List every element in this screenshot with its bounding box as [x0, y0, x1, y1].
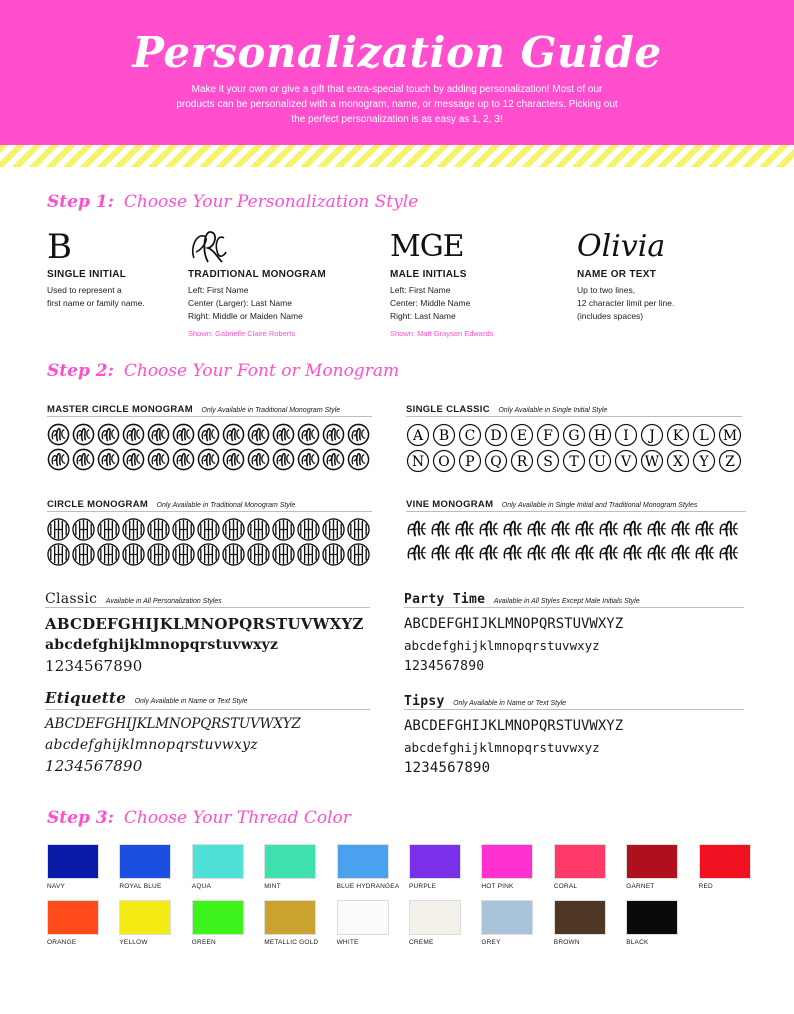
letter-circle-o: [432, 449, 456, 473]
desc-line: Left: First Name: [188, 285, 249, 295]
monogram-sample-row: [47, 423, 372, 446]
monogram-glyph-icon: [322, 448, 345, 471]
font-etiquette: [45, 689, 370, 777]
thread-swatch[interactable]: [264, 900, 319, 946]
swatch-label: BLUE HYDRANGEA: [336, 883, 400, 890]
monogram-glyph-icon: [147, 518, 170, 541]
letter-glyph: G: [568, 428, 580, 444]
letter-glyph: K: [672, 428, 684, 444]
swatch-label: CREME: [409, 939, 434, 946]
monogram-glyph-icon: [478, 518, 500, 540]
header-banner: [0, 0, 794, 145]
monogram-glyph-icon: [147, 423, 170, 446]
monogram-glyph-icon: [550, 542, 572, 564]
monogram-glyph-icon: [526, 542, 548, 564]
monogram-glyph-icon: [222, 543, 245, 566]
swatch-label: MINT: [264, 883, 281, 890]
step2-number: Step 2:: [47, 361, 114, 381]
style-traditional-monogram: [188, 228, 368, 338]
letter-glyph: J: [649, 428, 655, 444]
monogram-glyph-icon: [478, 542, 500, 564]
style-name-or-text: [577, 228, 757, 323]
monogram-glyph-icon: [272, 518, 295, 541]
letter-circle-z: [718, 449, 742, 473]
thread-swatch[interactable]: [409, 900, 461, 946]
style-name: MALE INITIALS: [390, 269, 467, 280]
letter-glyph: X: [673, 454, 683, 470]
monogram-glyph-icon: [47, 423, 70, 446]
monogram-glyph-icon: [670, 518, 692, 540]
style-description: [390, 284, 570, 323]
swatch-label: HOT PINK: [481, 883, 514, 890]
monogram-glyph-icon: [502, 518, 524, 540]
letter-circle-f: [536, 423, 560, 447]
font-header: [47, 399, 372, 417]
monogram-glyph-icon: [622, 518, 644, 540]
digits-sample: 1234567890: [45, 657, 143, 675]
letter-glyph: O: [438, 454, 450, 470]
swatch-label: BROWN: [553, 939, 580, 946]
lowercase-sample: abcdefghijklmnopqrstuvwxyz: [404, 638, 600, 653]
font-circle-monogram: [47, 494, 372, 566]
digits-sample: 1234567890: [45, 757, 143, 775]
font-name: MASTER CIRCLE MONOGRAM: [47, 404, 193, 415]
monogram-glyph-icon: [197, 448, 220, 471]
monogram-glyph-icon: [347, 448, 370, 471]
desc-line: Used to represent a: [47, 285, 122, 295]
step1-heading: [47, 192, 418, 212]
thread-swatch[interactable]: [699, 844, 751, 890]
letter-circle-u: [588, 449, 612, 473]
monogram-sample-row: [406, 542, 746, 564]
swatch-color-chip[interactable]: [409, 844, 461, 879]
monogram-glyph-icon: [97, 448, 120, 471]
letter-glyph: P: [465, 454, 475, 470]
font-name: VINE MONOGRAM: [406, 499, 494, 510]
step1-title: Choose Your Personalization Style: [123, 192, 419, 212]
monogram-glyph-icon: [694, 518, 716, 540]
letter-circle-r: [510, 449, 534, 473]
monogram-glyph-icon: [598, 542, 620, 564]
monogram-glyph-icon: [72, 448, 95, 471]
monogram-glyph-icon: [297, 518, 320, 541]
swatch-label: BLACK: [626, 939, 649, 946]
monogram-glyph-icon: [247, 423, 270, 446]
font-note: Available in All Styles Except Male Initials Style: [493, 598, 640, 605]
style-male-initials: [390, 228, 570, 338]
step1-number: Step 1:: [47, 192, 114, 212]
monogram-glyph-icon: [272, 448, 295, 471]
letter-circle-t: [562, 449, 586, 473]
monogram-glyph-icon: [670, 542, 692, 564]
desc-line: 12 character limit per line.: [577, 298, 675, 308]
swatch-color-chip[interactable]: [264, 844, 316, 879]
letter-circle-b: [432, 423, 456, 447]
letter-circle-h: [588, 423, 612, 447]
lowercase-sample: abcdefghijklmnopqrstuvwxyz: [45, 637, 279, 653]
swatch-label: RED: [698, 883, 713, 890]
monogram-glyph-icon: [147, 543, 170, 566]
letter-circle-k: [666, 423, 690, 447]
letter-circle-v: [614, 449, 638, 473]
monogram-glyph-icon: [406, 542, 428, 564]
monogram-glyph-icon: [47, 448, 70, 471]
thread-swatch[interactable]: [626, 844, 678, 890]
swatch-label: METALLIC GOLD: [264, 939, 319, 946]
swatch-color-chip[interactable]: [481, 844, 533, 879]
uppercase-sample: ABCDEFGHIJKLMNOPQRSTUVWXYZ: [404, 718, 624, 734]
letter-circle-y: [692, 449, 716, 473]
swatch-color-chip[interactable]: [47, 844, 99, 879]
monogram-glyph-icon: [272, 543, 295, 566]
single-initial-sample: B: [47, 227, 72, 267]
letter-glyph: M: [722, 428, 738, 444]
swatch-color-chip[interactable]: [192, 844, 244, 879]
lowercase-sample: abcdefghijklmnopqrstuvwxyz: [404, 740, 600, 755]
font-single-classic: [406, 399, 742, 473]
uppercase-sample: ABCDEFGHIJKLMNOPQRSTUVWXYZ: [45, 716, 301, 732]
letter-glyph: E: [516, 428, 528, 444]
decorative-stripe: [0, 145, 794, 167]
monogram-glyph-icon: [197, 543, 220, 566]
font-header: [406, 399, 742, 417]
monogram-glyph-icon: [297, 543, 320, 566]
letter-glyph: Z: [725, 454, 735, 470]
swatch-color-chip[interactable]: [337, 844, 389, 879]
letter-glyph: V: [620, 454, 632, 470]
font-tipsy: [404, 692, 744, 779]
monogram-glyph-icon: [718, 542, 740, 564]
monogram-glyph-icon: [694, 542, 716, 564]
monogram-glyph-icon: [430, 518, 452, 540]
font-vine-monogram: [406, 494, 746, 564]
font-header: [45, 590, 370, 608]
thread-swatch[interactable]: [192, 900, 244, 946]
letter-glyph: A: [412, 428, 424, 444]
intro-text: Make it your own or give a gift that extra-special touch by adding personalization! Most of our products can be personalized with a monogram, name, or message up to 12 characters. Picking out the perfect personalization is as easy as 1, 2, 3!: [176, 84, 618, 125]
style-description: [577, 284, 757, 323]
shown-example: Shown: Gabrielle Claire Roberts: [188, 329, 296, 338]
monogram-glyph-icon: [122, 448, 145, 471]
monogram-glyph-icon: [406, 518, 428, 540]
swatch-color-chip[interactable]: [47, 900, 99, 935]
letter-circle-s: [536, 449, 560, 473]
monogram-glyph-icon: [122, 423, 145, 446]
letter-circle-c: [458, 423, 482, 447]
swatch-label: GREEN: [191, 939, 216, 946]
swatch-label: WHITE: [336, 939, 359, 946]
font-note: Only Available in Single Initial and Traditional Monogram Styles: [501, 502, 698, 509]
letter-glyph: Y: [699, 454, 709, 470]
swatch-color-chip[interactable]: [409, 900, 461, 935]
monogram-glyph-icon: [272, 423, 295, 446]
letter-circle-g: [562, 423, 586, 447]
desc-line: (includes spaces): [577, 311, 644, 321]
step2-title: Choose Your Font or Monogram: [123, 361, 400, 381]
swatch-color-chip[interactable]: [626, 844, 678, 879]
monogram-glyph-icon: [47, 518, 70, 541]
font-name: Party Time: [404, 592, 486, 607]
thread-swatch[interactable]: [626, 900, 678, 946]
monogram-glyph-icon: [247, 518, 270, 541]
monogram-glyph-icon: [454, 518, 476, 540]
swatch-color-chip[interactable]: [264, 900, 316, 935]
font-header: [404, 692, 744, 710]
monogram-glyph-icon: [454, 542, 476, 564]
digits-sample: 1234567890: [404, 760, 491, 776]
swatch-label: GARNET: [626, 883, 655, 890]
letter-circle-n: [406, 449, 430, 473]
swatch-label: ORANGE: [47, 939, 77, 946]
letter-circle-x: [666, 449, 690, 473]
font-note: Only Available in Traditional Monogram Style: [156, 502, 296, 509]
step3-heading: [47, 808, 351, 828]
swatch-label: CORAL: [553, 883, 578, 890]
digits-sample: 1234567890: [404, 659, 485, 674]
font-name: Etiquette: [45, 689, 127, 707]
monogram-sample-row: [47, 543, 372, 566]
desc-line: Up to two lines,: [577, 285, 636, 295]
letter-glyph: C: [464, 428, 476, 444]
thread-swatch[interactable]: [481, 844, 533, 890]
monogram-glyph-icon: [222, 448, 245, 471]
male-initials-sample: MGE: [390, 229, 464, 264]
monogram-glyph-icon: [322, 423, 345, 446]
monogram-glyph-icon: [122, 543, 145, 566]
letter-circle-row: [406, 449, 742, 473]
swatch-label: YELLOW: [119, 939, 148, 946]
monogram-glyph-icon: [147, 448, 170, 471]
letter-circle-l: [692, 423, 716, 447]
swatch-label: GREY: [481, 939, 501, 946]
name-text-sample: Olivia: [577, 229, 666, 264]
font-header: [404, 590, 744, 608]
monogram-glyph-icon: [197, 423, 220, 446]
font-master-circle-monogram: [47, 399, 372, 471]
letter-circle-d: [484, 423, 508, 447]
font-name: Classic: [45, 591, 98, 607]
desc-line: Right: Last Name: [390, 311, 456, 321]
style-name: NAME OR TEXT: [577, 269, 657, 280]
letter-glyph: U: [594, 454, 606, 470]
monogram-glyph-icon: [598, 518, 620, 540]
letter-glyph: N: [411, 454, 425, 470]
swatch-label: AQUA: [191, 883, 212, 890]
thread-swatch[interactable]: [554, 900, 606, 946]
monogram-glyph-icon: [646, 542, 668, 564]
thread-swatch[interactable]: [192, 844, 244, 890]
thread-swatch[interactable]: [409, 844, 461, 890]
monogram-sample-row: [47, 518, 372, 541]
monogram-glyph-icon: [347, 518, 370, 541]
letter-glyph: B: [438, 428, 450, 444]
letter-circle-p: [458, 449, 482, 473]
monogram-glyph-icon: [550, 518, 572, 540]
lowercase-sample: abcdefghijklmnopqrstuvwxyz: [45, 737, 258, 753]
monogram-glyph-icon: [197, 518, 220, 541]
swatch-color-chip[interactable]: [337, 900, 389, 935]
swatch-color-chip[interactable]: [119, 900, 171, 935]
desc-line: Center: Middle Name: [390, 298, 471, 308]
letter-glyph: H: [593, 428, 607, 444]
style-name: TRADITIONAL MONOGRAM: [188, 269, 327, 280]
monogram-glyph-icon: [247, 448, 270, 471]
swatch-color-chip[interactable]: [119, 844, 171, 879]
monogram-glyph-icon: [172, 518, 195, 541]
font-note: Only Available in Name or Text Style: [453, 700, 567, 707]
letter-circle-i: [614, 423, 638, 447]
uppercase-sample: ABCDEFGHIJKLMNOPQRSTUVWXYZ: [45, 615, 364, 633]
font-header: [406, 494, 746, 512]
swatch-color-chip[interactable]: [192, 900, 244, 935]
thread-swatch[interactable]: [47, 900, 99, 946]
monogram-glyph-icon: [97, 423, 120, 446]
font-note: Only Available in Traditional Monogram Style: [201, 407, 341, 414]
desc-line: Right: Middle or Maiden Name: [188, 311, 303, 321]
thread-swatch[interactable]: [119, 844, 171, 890]
monogram-glyph-icon: [72, 423, 95, 446]
step2-heading: [47, 361, 399, 381]
monogram-glyph-icon: [297, 423, 320, 446]
thread-swatch[interactable]: [337, 900, 389, 946]
font-header: [45, 689, 370, 710]
monogram-sample-row: [406, 518, 746, 540]
letter-glyph: W: [644, 454, 660, 470]
monogram-glyph-icon: [47, 543, 70, 566]
letter-circle-j: [640, 423, 664, 447]
uppercase-sample: ABCDEFGHIJKLMNOPQRSTUVWXYZ: [404, 616, 624, 632]
swatch-color-chip[interactable]: [699, 844, 751, 879]
thread-swatch[interactable]: [47, 844, 99, 890]
letter-circle-row: [406, 423, 742, 447]
monogram-glyph-icon: [622, 542, 644, 564]
font-party-time: [404, 590, 744, 677]
monogram-glyph-icon: [646, 518, 668, 540]
monogram-glyph-icon: [574, 518, 596, 540]
monogram-glyph-icon: [347, 423, 370, 446]
letter-glyph: S: [543, 454, 553, 470]
font-classic: [45, 590, 370, 677]
monogram-glyph-icon: [322, 543, 345, 566]
letter-circle-e: [510, 423, 534, 447]
monogram-glyph-icon: [172, 543, 195, 566]
thread-swatch[interactable]: [481, 900, 533, 946]
monogram-glyph-icon: [222, 518, 245, 541]
monogram-glyph-icon: [122, 518, 145, 541]
thread-swatch[interactable]: [264, 844, 316, 890]
font-name: Tipsy: [404, 694, 445, 709]
thread-swatch[interactable]: [336, 844, 400, 890]
step3-number: Step 3:: [47, 808, 114, 828]
thread-swatch[interactable]: [554, 844, 606, 890]
monogram-glyph-icon: [574, 542, 596, 564]
monogram-glyph-icon: [322, 518, 345, 541]
monogram-glyph-icon: [347, 543, 370, 566]
monogram-glyph-icon: [222, 423, 245, 446]
monogram-glyph-icon: [97, 543, 120, 566]
monogram-glyph-icon: [430, 542, 452, 564]
letter-glyph: Q: [490, 454, 502, 470]
monogram-sample-row: [47, 448, 372, 471]
desc-line: Center (Larger): Last Name: [188, 298, 292, 308]
style-description: [188, 284, 368, 323]
letter-circle-q: [484, 449, 508, 473]
style-name: SINGLE INITIAL: [47, 269, 127, 280]
letter-glyph: T: [569, 454, 579, 470]
swatch-color-chip[interactable]: [554, 844, 606, 879]
font-name: CIRCLE MONOGRAM: [47, 499, 149, 510]
thread-swatch[interactable]: [119, 900, 171, 946]
swatch-color-chip[interactable]: [481, 900, 533, 935]
letter-circle-a: [406, 423, 430, 447]
monogram-glyph-icon: [526, 518, 548, 540]
swatch-color-chip[interactable]: [554, 900, 606, 935]
font-name: SINGLE CLASSIC: [406, 404, 490, 415]
letter-glyph: L: [699, 428, 709, 444]
monogram-glyph-icon: [718, 518, 740, 540]
swatch-color-chip[interactable]: [626, 900, 678, 935]
font-header: [47, 494, 372, 512]
monogram-glyph-icon: [72, 543, 95, 566]
letter-circle-m: [718, 423, 742, 447]
monogram-glyph-icon: [97, 518, 120, 541]
monogram-glyph-icon: [172, 448, 195, 471]
font-note: Only Available in Single Initial Style: [498, 407, 608, 414]
letter-glyph: D: [490, 428, 502, 444]
desc-line: Left: First Name: [390, 285, 451, 295]
letter-glyph: R: [516, 454, 528, 470]
page-title: Personalization Guide: [132, 28, 662, 77]
monogram-glyph-icon: [172, 423, 195, 446]
monogram-glyph-icon: [502, 542, 524, 564]
swatch-label: PURPLE: [409, 883, 437, 890]
letter-circle-w: [640, 449, 664, 473]
monogram-glyph-icon: [297, 448, 320, 471]
swatch-label: ROYAL BLUE: [119, 883, 162, 890]
monogram-sample-icon: [188, 228, 368, 266]
monogram-glyph-icon: [72, 518, 95, 541]
desc-line: first name or family name.: [47, 298, 145, 308]
monogram-glyph-icon: [247, 543, 270, 566]
step3-title: Choose Your Thread Color: [123, 808, 351, 828]
swatch-label: NAVY: [47, 883, 66, 890]
letter-glyph: I: [623, 428, 629, 444]
shown-example: Shown: Matt Grayson Edwards: [390, 329, 494, 338]
font-note: Available in All Personalization Styles: [105, 598, 222, 605]
letter-glyph: F: [543, 428, 553, 444]
font-note: Only Available in Name or Text Style: [134, 698, 248, 705]
